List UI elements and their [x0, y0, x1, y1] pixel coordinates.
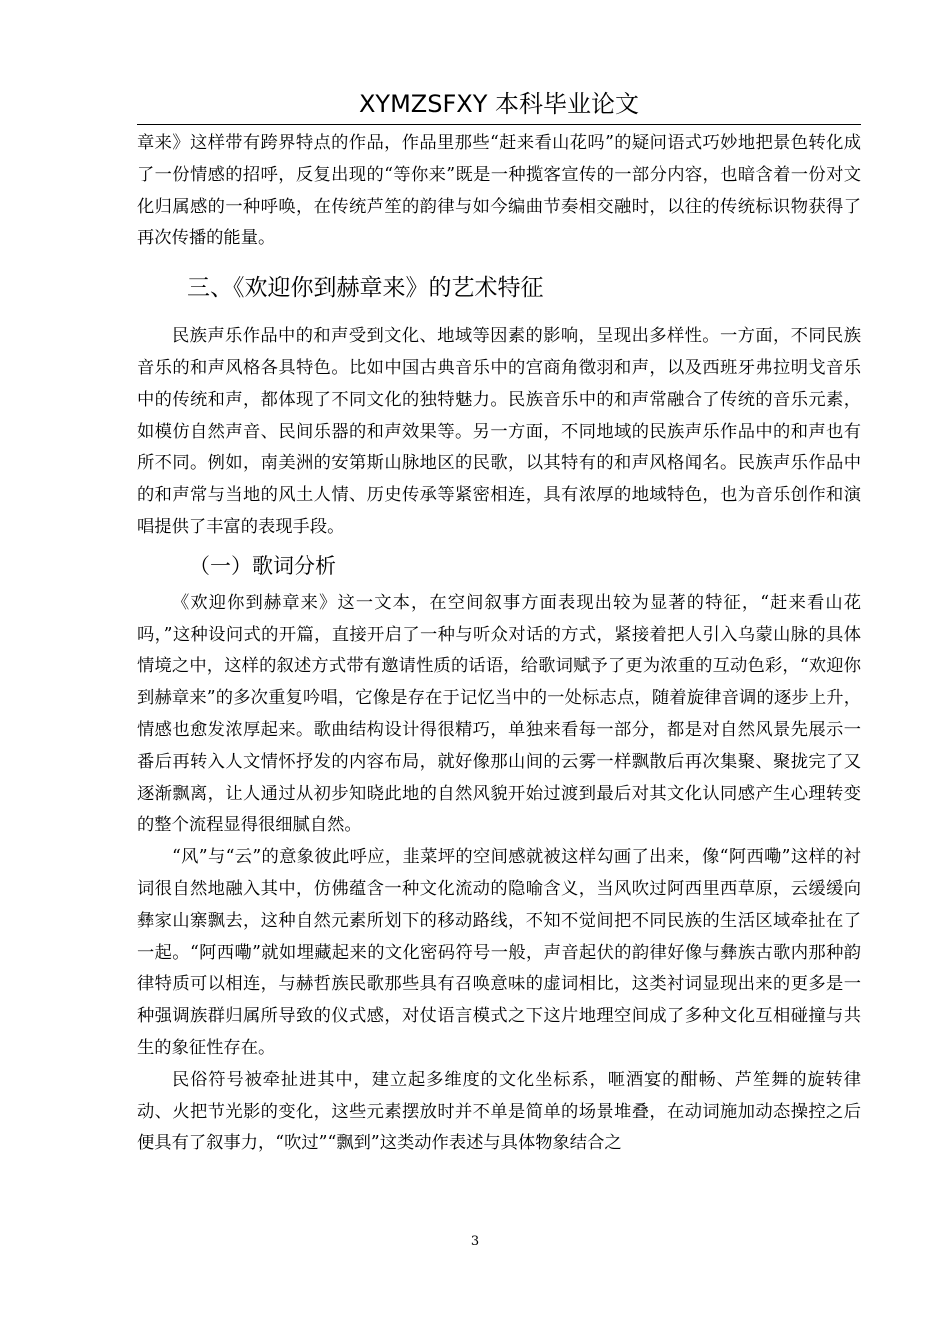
- subsection-heading: （一）歌词分析: [189, 553, 336, 578]
- section-heading: 三、《欢迎你到赫章来》的艺术特征: [187, 275, 544, 302]
- page-number: 3: [470, 1234, 480, 1249]
- paragraph-harmony: 民族声乐作品中的和声受到文化、地域等因素的影响，呈现出多样性。一方面，不同民族音乐的和声风格各具特色。比如中国古典音乐中的宫商角徵羽和声，以及西班牙弗拉明戈音乐中的传统和声，都体现了不同文化的独特魅力。民族音乐中的和声常融合了传统的音乐元素，如模仿自然声音、民间乐器的和声效果等。另一方面，不同地域的民族声乐作品中的和声也有所不同。例如，南美洲的安第斯山脉地区的民歌，以其特有的和声风格闻名。民族声乐作品中的和声常与当地的风土人情、历史传承等紧密相连，具有浓厚的地域特色，也为音乐创作和演唱提供了丰富的表现手段。: [137, 326, 861, 537]
- page-body: [137, 128, 861, 1160]
- paragraph-continuation: 章来》这样带有跨界特点的作品，作品里那些“赶来看山花吗”的疑问语式巧妙地把景色转化成了一份情感的招呼，反复出现的“等你来”既是一种揽客宣传的一部分内容，也暗含着一份对文化归属感的一种呼唤，在传统芦笙的韵律与如今编曲节奏相交融时，以往的传统标识物获得了再次传播的能量。: [137, 133, 861, 249]
- paragraph-lyrics-analysis: 《欢迎你到赫章来》这一文本，在空间叙事方面表现出较为显著的特征，“赶来看山花吗，”这种设问式的开篇，直接开启了一种与听众对话的方式，紧接着把人引入乌蒙山脉的具体情境之中，这样的叙述方式带有邀请性质的话语，给歌词赋予了更为浓重的互动色彩，“欢迎你到赫章来”的多次重复吟唱，它像是存在于记忆当中的一处标志点，随着旋律音调的逐步上升，情感也愈发浓厚起来。歌曲结构设计得很精巧，单独来看每一部分，都是对自然风景先展示一番后再转入人文情怀抒发的内容布局，就好像那山间的云雾一样飘散后再次集聚、聚拢完了又逐渐飘离，让人通过从初步知晓此地的自然风貌开始过渡到最后对其文化认同感产生心理转变的整个流程显得很细腻自然。: [137, 592, 861, 836]
- running-header: XYMZSFXY 本科毕业论文: [358, 90, 640, 118]
- paragraph-wind-cloud-imagery: “风”与“云”的意象彼此呼应，韭菜坪的空间感就被这样勾画了出来，像“阿西嘞”这样的衬词很自然地融入其中，仿佛蕴含一种文化流动的隐喻含义，当风吹过阿西里西草原，云缓缓向彝家山寨飘去，这种自然元素所划下的移动路线，不知不觉间把不同民族的生活区域牵扯在了一起。“阿西嘞”就如埋藏起来的文化密码符号一般，声音起伏的韵律好像与彝族古歌内那种韵律特质可以相连，与赫哲族民歌那些具有召唤意味的虚词相比，这类衬词显现出来的更多是一种强调族群归属所导致的仪式感，对仗语言模式之下这片地理空间成了多种文化互相碰撞与共生的象征性存在。: [137, 847, 861, 1058]
- header-divider: [137, 124, 861, 125]
- paragraph-folk-symbols: 民俗符号被牵扯进其中，建立起多维度的文化坐标系，咂酒宴的酣畅、芦笙舞的旋转律动、火把节光影的变化，这些元素摆放时并不单是简单的场景堆叠，在动词施加动态操控之后便具有了叙事力，“吹过”“飘到”这类动作表述与具体物象结合之: [137, 1069, 861, 1154]
